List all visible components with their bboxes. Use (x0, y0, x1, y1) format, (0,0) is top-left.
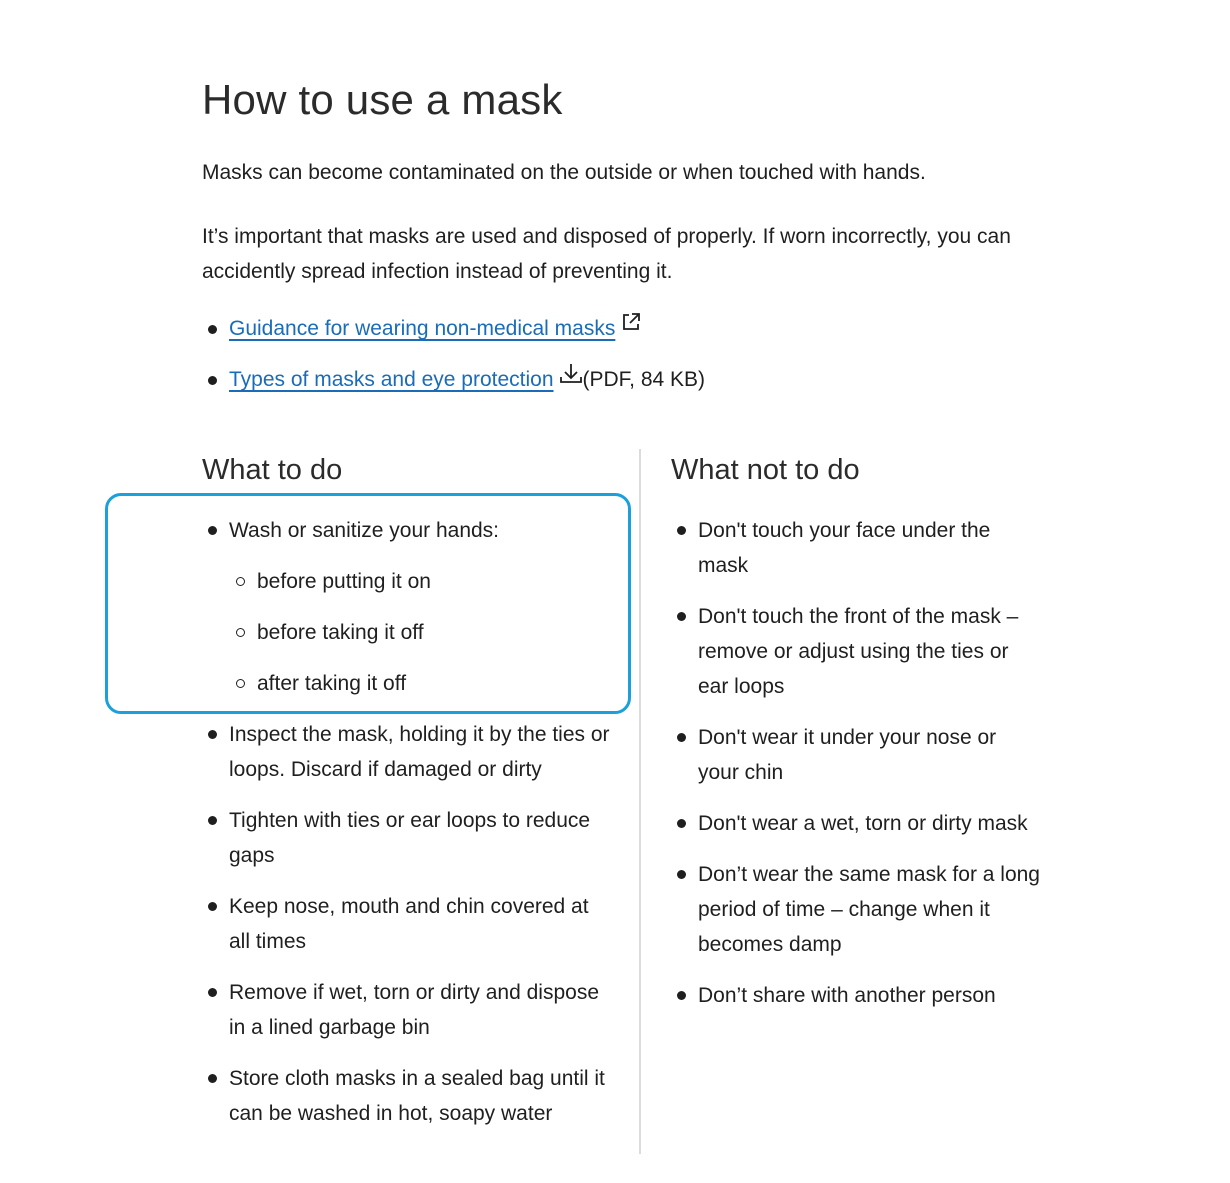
list-item: Store cloth masks in a sealed bag until it can be washed in hot, soapy water (202, 1061, 612, 1131)
file-info: (PDF, 84 KB) (582, 368, 706, 391)
resource-links (202, 311, 705, 413)
list-item: Keep nose, mouth and chin covered at all times (202, 889, 612, 959)
list-item: Wash or sanitize your hands: before putting it on before taking it off after taking it off (202, 513, 612, 701)
sub-list-item: before taking it off (229, 615, 612, 650)
what-to-do-heading: What to do (202, 454, 343, 486)
external-link-icon (620, 309, 642, 344)
highlight-box (105, 493, 631, 714)
list-item: Tighten with ties or ear loops to reduce gaps (202, 803, 612, 873)
list-item: Remove if wet, torn or dirty and dispose in a lined garbage bin (202, 975, 612, 1045)
list-item: Don't touch the front of the mask – remove or adjust using the ties or ear loops (671, 599, 1041, 704)
mask-types-pdf-link[interactable]: Types of masks and eye protection (229, 368, 554, 391)
what-not-to-do-heading: What not to do (671, 454, 860, 486)
intro-paragraph-1: Masks can become contaminated on the outside or when touched with hands. (202, 161, 926, 184)
download-icon (559, 360, 583, 395)
list-item: Don't touch your face under the mask (671, 513, 1041, 583)
page-title: How to use a mask (202, 76, 563, 123)
list-item: Don't wear it under your nose or your chin (671, 720, 1041, 790)
sub-list-item: before putting it on (229, 564, 612, 599)
column-divider (639, 449, 641, 1154)
list-item: Don’t wear the same mask for a long period of time – change when it becomes damp (671, 857, 1041, 962)
guidance-link[interactable]: Guidance for wearing non-medical masks (229, 317, 616, 340)
list-item (202, 311, 705, 362)
list-item: Don't wear a wet, torn or dirty mask (671, 806, 1041, 841)
intro-paragraph-2: It’s important that masks are used and disposed of properly. If worn incorrectly, you can accidently spread infection instead of preventing it. (202, 225, 1011, 283)
sub-list-item: after taking it off (229, 666, 612, 701)
list-item: Don’t share with another person (671, 978, 1041, 1013)
list-item (202, 362, 705, 413)
what-not-to-do-list (671, 513, 1041, 1029)
list-item: Inspect the mask, holding it by the ties or loops. Discard if damaged or dirty (202, 717, 612, 787)
